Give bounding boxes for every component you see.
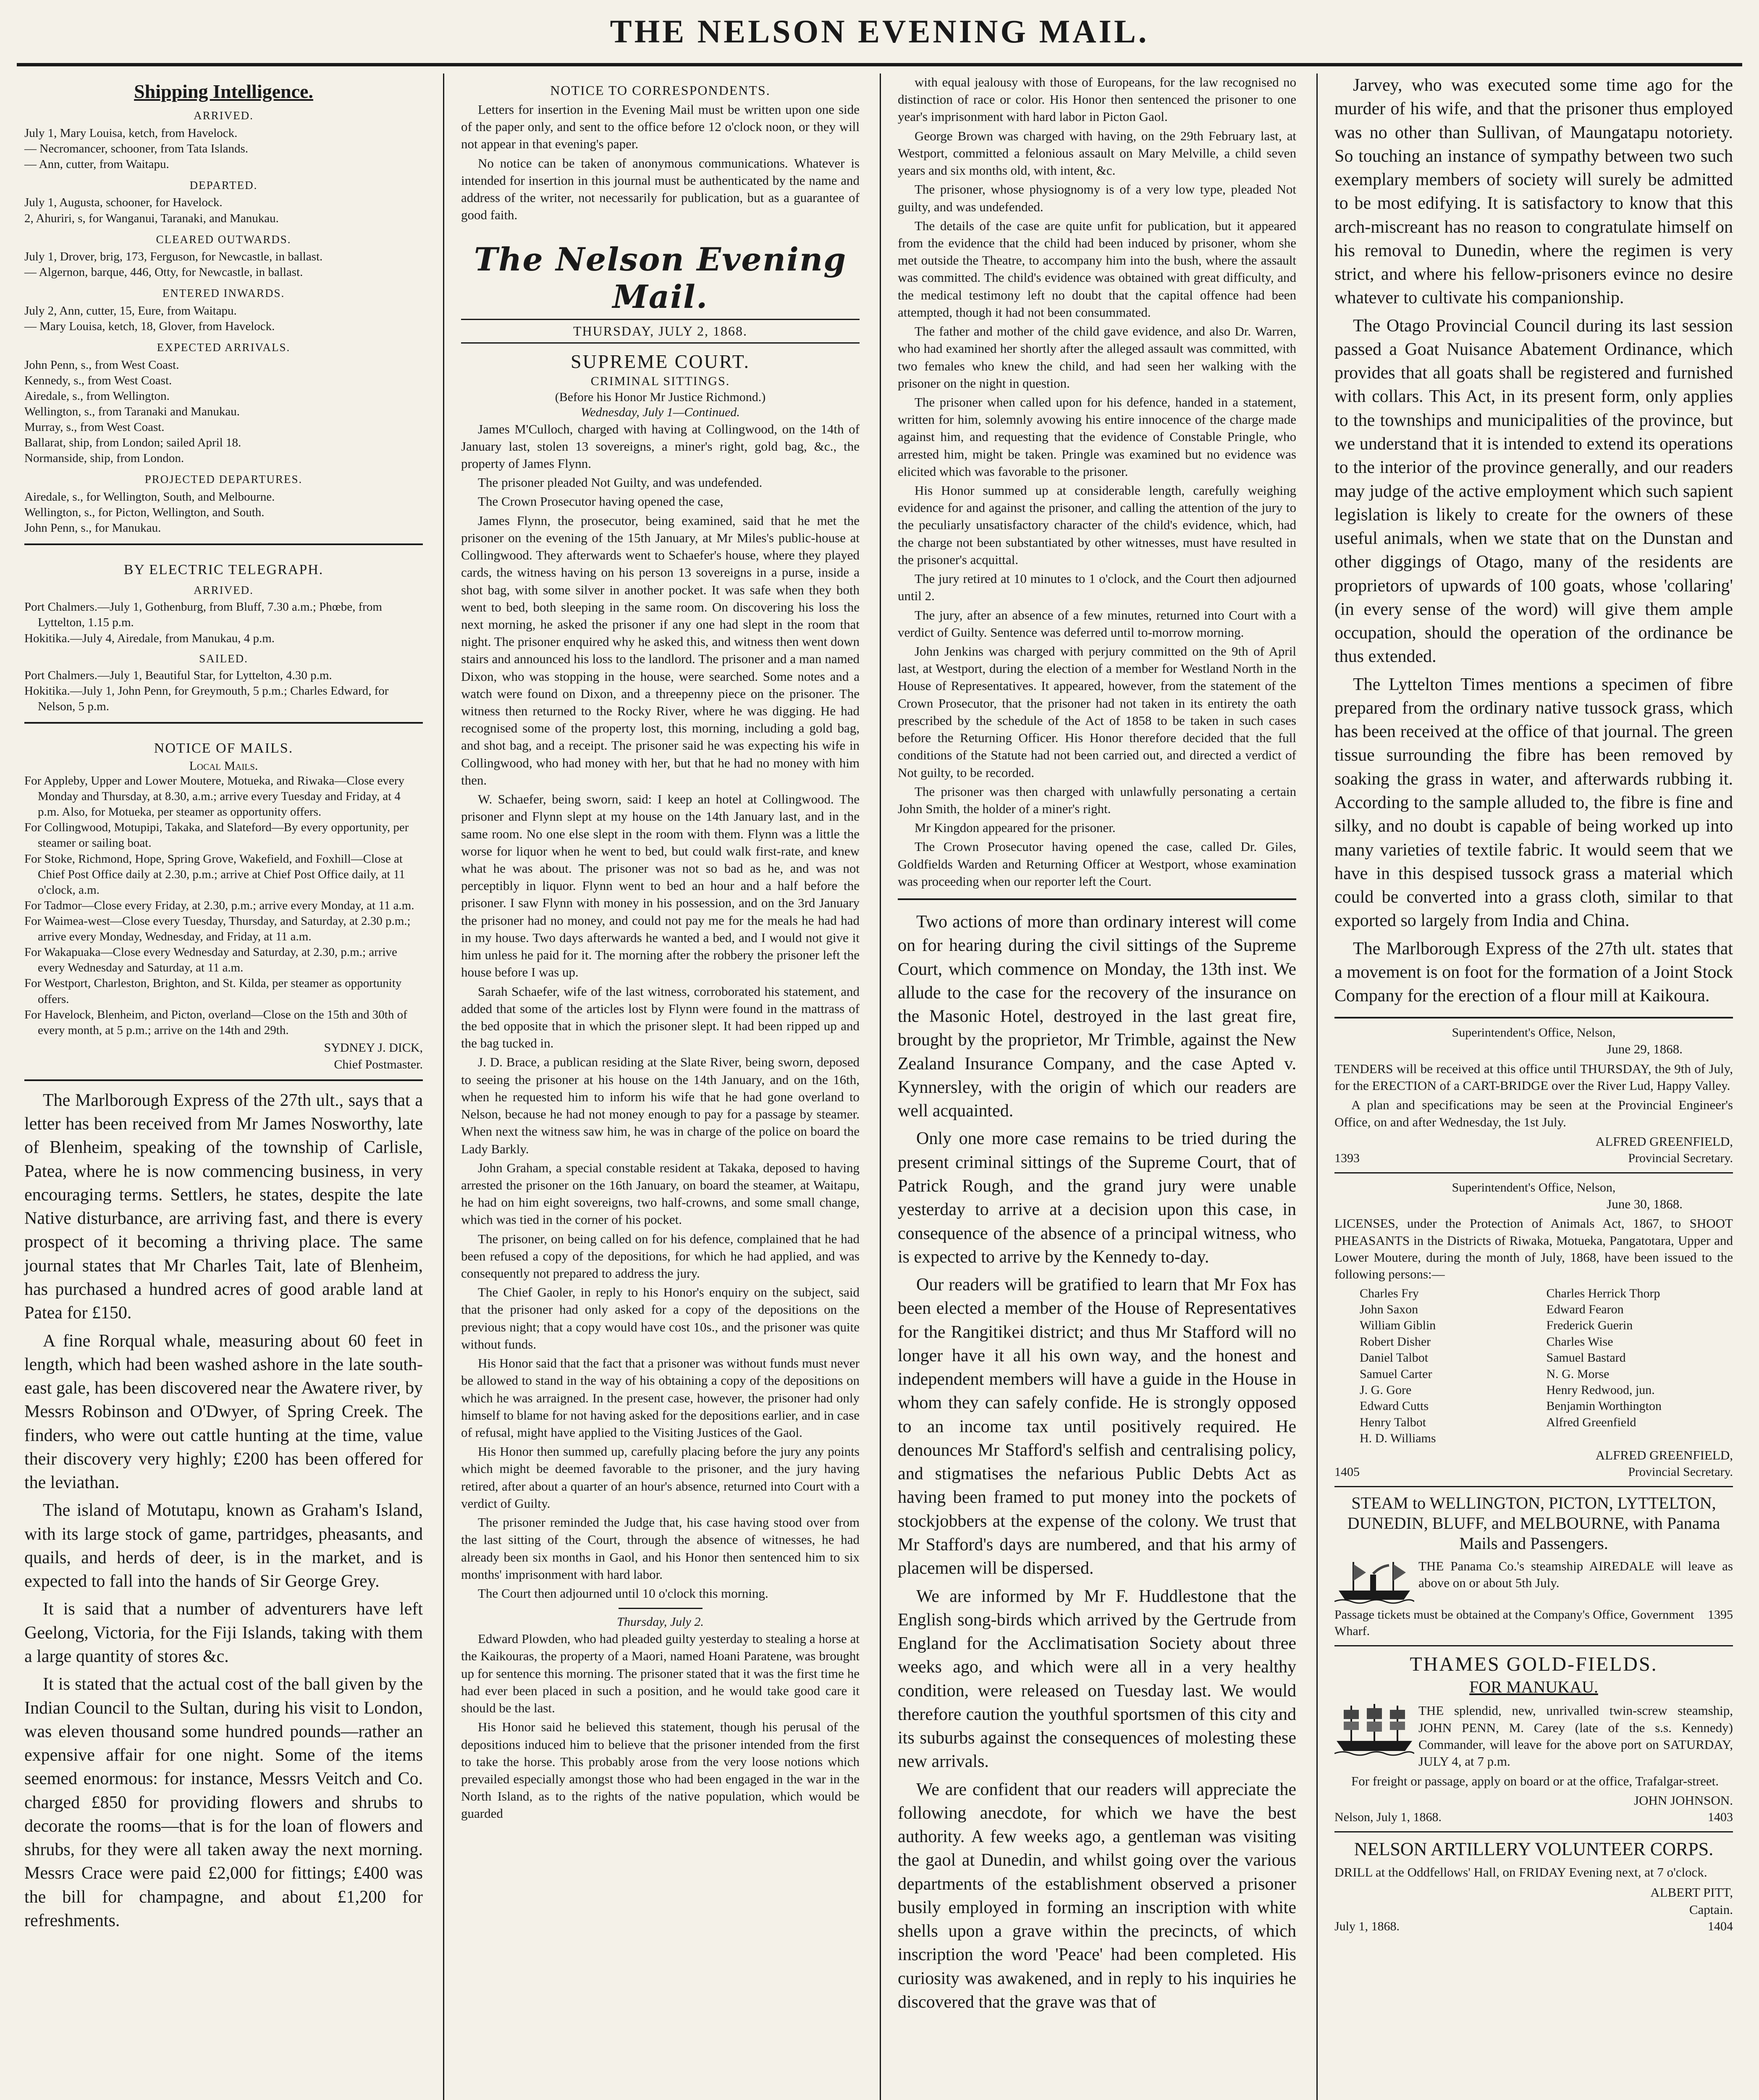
steam-text: THE Panama Co.'s steamship AIREDALE will leave as above on or about 5th July. bbox=[1418, 1558, 1733, 1591]
mails-subtitle: Local Mails. bbox=[189, 759, 258, 773]
licensee-name: Alfred Greenfield bbox=[1546, 1415, 1636, 1429]
shipping-entry: — Algernon, barque, 446, Otty, for Newcastle, in ballast. bbox=[24, 265, 303, 279]
court-report-2 bbox=[461, 1630, 860, 1822]
licenses-signer: ALFRED GREENFIELD, bbox=[1595, 1447, 1733, 1462]
licensee-name: Henry Talbot bbox=[1360, 1415, 1426, 1429]
thames-date: Nelson, July 1, 1868. bbox=[1334, 1810, 1442, 1824]
court-paragraph: The jury, after an absence of a few minutes, returned into Court with a verdict of Guilty. Sentence was deferred until to-morrow morning. bbox=[898, 607, 1296, 640]
court-paragraph: The prisoner reminded the Judge that, his case having stood over from the last sitting of the Court, through the absence of witnesses, he had already been six months in Gaol, and his Honor then sentenced him to six months' imprisonment with hard labor. bbox=[461, 1515, 860, 1582]
steamship-icon bbox=[1334, 1702, 1414, 1757]
licensee-name: Daniel Talbot bbox=[1360, 1351, 1429, 1365]
mails-signature-title: Chief Postmaster. bbox=[334, 1057, 423, 1071]
artillery-signer: ALBERT PITT, bbox=[1650, 1885, 1733, 1900]
court-paragraph: John Jenkins was charged with perjury committed on the 9th of April last, at Westport, during the election of a member for Westland North in the House of Representatives. It appeared, however, from the statement of the Crown Prosecutor, that the prisoner had not taken in its entirety the oath prescribed by the schedule of the Act of 1858 to be taken in such cases before the Returning Officer. His Honor therefore decided that the full conditions of the Statute had not been carried out, and directed a verdict of Not guilty, to be recorded. bbox=[898, 644, 1296, 780]
mail-entry: For Tadmor—Close every Friday, at 2.30, p.m.; arrive every Monday, at 11 a.m. bbox=[24, 898, 414, 912]
telegraph-arrived-list bbox=[24, 599, 423, 646]
shipping-section-heading: DEPARTED. bbox=[189, 178, 258, 192]
column-4 bbox=[1327, 74, 1741, 2100]
court-paragraph: The prisoner pleaded Not Guilty, and was undefended. bbox=[478, 475, 763, 490]
court-paragraph: The Crown Prosecutor having opened the case, called Dr. Giles, Goldfields Warden and Returning Officer at Westport, whose examination was proceeding when our reporter left the Court. bbox=[898, 839, 1296, 889]
news-paragraph: Only one more case remains to be tried during the present criminal sittings of the Supreme Court, that of Patrick Rough, and the grand jury were unable yesterday to arrive at a decision upon this case, in consequence of the absence of a principal witness, who is expected to arrive by the Kennedy to-day. bbox=[898, 1129, 1296, 1267]
licensee-name: Frederick Guerin bbox=[1546, 1318, 1633, 1333]
licenses-date: June 30, 1868. bbox=[1607, 1197, 1683, 1212]
court-report bbox=[461, 420, 860, 1602]
tenders-ref: 1393 bbox=[1334, 1151, 1360, 1166]
news-paragraph: A fine Rorqual whale, measuring about 60 feet in length, which had been washed ashore in the late south-east gale, has been discovered near the Awatere river, by Messrs Robinson and O'Dwyer, of Spring Creek. The finders, who were out cattle hunting at the time, value their discovery very highly; £200 has been offered for the leviathan. bbox=[24, 1331, 423, 1493]
court-paragraph: George Brown was charged with having, on the 29th February last, at Westport, committed a felonious assault on Mary Melville, a child seven years and six months old, with intent, &c. bbox=[898, 128, 1296, 178]
editorial-notes bbox=[898, 910, 1296, 2014]
news-paragraph: We are informed by Mr F. Huddlestone that the English song-birds which arrived by the Gertrude from England for the Acclimatisation Society about three weeks ago, and which were all in a very healthy condition, were released on Tuesday last. We would therefore caution the youthful sportsmen of this city and its suburbs against the consequences of molesting these new arrivals. bbox=[898, 1586, 1296, 1772]
shipping-entry: — Necromancer, schooner, from Tata Islands. bbox=[24, 142, 249, 155]
shipping-entry: — Ann, cutter, from Waitapu. bbox=[24, 157, 169, 171]
mails-list bbox=[24, 773, 423, 1038]
thames-ref: 1403 bbox=[1708, 1810, 1733, 1824]
tenders-signer: ALFRED GREENFIELD, bbox=[1595, 1134, 1733, 1149]
tenders-text-2: A plan and specifications may be seen at the Provincial Engineer's Office, on and after Wednesday, the 1st July. bbox=[1334, 1097, 1733, 1129]
thames-signer: JOHN JOHNSON. bbox=[1634, 1793, 1733, 1808]
mail-entry: For Westport, Charleston, Brighton, and St. Kilda, per steamer as opportunity offers. bbox=[24, 976, 402, 1006]
licenses-text: LICENSES, under the Protection of Animals Act, 1867, to SHOOT PHEASANTS in the Districts of Riwaka, Motueka, Pangatotara, Upper and Lower Moutere, during the month of July, 1868, have been issued to the following persons:— bbox=[1334, 1216, 1733, 1282]
court-date-2: Thursday, July 2. bbox=[617, 1615, 704, 1629]
court-paragraph: The prisoner was then charged with unlawfully personating a certain John Smith, the holder of a miner's right. bbox=[898, 784, 1296, 816]
column-rule bbox=[880, 74, 881, 2100]
telegraph-title: BY ELECTRIC TELEGRAPH. bbox=[123, 562, 324, 578]
licensee-name: Robert Disher bbox=[1360, 1334, 1431, 1349]
column-2 bbox=[454, 74, 867, 2100]
news-paragraph: The Otago Provincial Council during its last session passed a Goat Nuisance Abatement Ordinance, which provides that all goats shall be registered and furnished with collars. This Act, in its present form, only applies to the townships and municipalities of the province, but we understand that it is intended to extend its operations to the interior of the province generally, and our readers may judge of the active employment which such sapient legislation is likely to create for the owners of these useful animals, when we state that on the Dunstan and other diggings of Otago, many of the residents are proprietors of upwards of 100 goats, whose 'collaring' (in every sense of the word) will give them ample occupation, should the operation of the ordinance be thus extended. bbox=[1334, 316, 1733, 667]
shipping-entry: Ballarat, ship, from London; sailed April 18. bbox=[24, 436, 241, 450]
court-paragraph: James Flynn, the prosecutor, being examined, said that he met the prisoner on the evening of the 15th January, at Mr Miles's public-house at Collingwood. They afterwards went to Schaefer's house, where they played cards, the witness having on his person 13 sovereigns in a purse, inside a shot bag, with some silver in another pocket. It was safe when they both went to bed, both sleeping in the same room. On discovering his loss the next morning, he asked the prisoner if any one had slept in the room that night. The prisoner enquired why he asked this, and witness then went down stairs and announced his loss to the landlord. The prisoner and a man named Dixon, who was stopping in the house, were searched. Some notes and a watch were found on Dixon, and a threepenny piece on the prisoner. The witness then returned to the Rocky River, where he was digging. He had recognised some of the property lost, this morning, including a gold bag, and shot bag, and a receipt. The prisoner said he was expecting his wife in Collingwood, who had money with her, but that he had no money with him then. bbox=[461, 513, 860, 788]
shipping-entry: July 1, Drover, brig, 173, Ferguson, for Newcastle, in ballast. bbox=[24, 250, 323, 264]
shipping-intelligence bbox=[24, 74, 423, 545]
column-rule bbox=[443, 74, 444, 2100]
steam-ref: 1395 bbox=[1708, 1607, 1733, 1622]
shipping-entry: John Penn, s., from West Coast. bbox=[24, 358, 179, 372]
correspondents-text bbox=[461, 101, 860, 224]
steam-advert bbox=[1334, 1487, 1733, 1646]
section-rule bbox=[619, 1608, 703, 1609]
court-paragraph: The prisoner, on being called on for his defence, complained that he had been refused a copy of the depositions, for which he had applied, and was consequently not prepared to address the jury. bbox=[461, 1231, 860, 1281]
news-paragraph: The Marlborough Express of the 27th ult., says that a letter has been received from Mr James Nosworthy, late of Blenheim, speaking of the township of Carlisle, Patea, where he is now commencing business, in very encouraging terms. Settlers, he states, despite the late Native disturbance, are arriving fast, and there is every prospect of it becoming a thriving place. The same journal states that Mr Charles Tait, late of Blenheim, has purchased a hundred acres of good arable land at Patea for £150. bbox=[24, 1090, 423, 1323]
shipping-entry: Airedale, s., from Wellington. bbox=[24, 389, 170, 403]
telegraph-entry: Hokitika.—July 1, John Penn, for Greymouth, 5 p.m.; Charles Edward, for Nelson, 5 p.m. bbox=[24, 684, 389, 713]
notice-to-correspondents bbox=[461, 74, 860, 233]
licensee-name: Henry Redwood, jun. bbox=[1546, 1383, 1655, 1397]
column-3 bbox=[890, 74, 1304, 2100]
shipping-entry: Normanside, ship, from London. bbox=[24, 452, 184, 465]
shipping-entry: Murray, s., from West Coast. bbox=[24, 420, 165, 434]
court-paragraph: His Honor said that the fact that a prisoner was without funds must never be allowed to stand in the way of his obtaining a copy of the depositions on which he was arraigned. In the present case, however, the prisoner had only himself to blame for not having asked for the depositions earlier, and in case of refusal, might have applied to the Visiting Justices of the Gaol. bbox=[461, 1356, 860, 1440]
mails-signature: SYDNEY J. DICK, bbox=[324, 1040, 423, 1055]
issue-dateline: THURSDAY, JULY 2, 1868. bbox=[461, 319, 860, 344]
court-paragraph: The details of the case are quite unfit for publication, but it appeared from the evidence that the child had been induced by prisoner, whom she met outside the Theatre, to accompany him into the bush, where the assault was committed. The child's evidence was obtained with great difficulty, and the medical testimony left no doubt that the capital offence had been attempted, though it had not been consummated. bbox=[898, 218, 1296, 320]
news-paragraph: Two actions of more than ordinary interest will come on for hearing during the civil sittings of the Supreme Court, which commence on Monday, the 13th inst. We allude to the case for the recovery of the insurance on the Masonic Hotel, destroyed in the last great fire, brought by the proprietor, Mr Trimble, against the New Zealand Insurance Company, and the case Apted v. Kynnersley, with the origin of which our readers are well acquainted. bbox=[898, 912, 1296, 1121]
artillery-text: DRILL at the Oddfellows' Hall, on FRIDAY Evening next, at 7 o'clock. bbox=[1334, 1865, 1707, 1880]
licensee-name: Charles Wise bbox=[1546, 1334, 1613, 1349]
thames-body bbox=[1334, 1702, 1733, 1770]
telegraph-sailed-list bbox=[24, 668, 423, 714]
court-report-continued bbox=[898, 74, 1296, 900]
telegraph-entry: Port Chalmers.—July 1, Beautiful Star, for Lyttelton, 4.30 p.m. bbox=[24, 668, 332, 682]
thames-text-2: For freight or passage, apply on board or at the office, Trafalgar-street. bbox=[1351, 1773, 1719, 1788]
licensee-names-left bbox=[1360, 1286, 1547, 1447]
licensee-name: Edward Fearon bbox=[1546, 1302, 1624, 1317]
court-paragraph: His Honor summed up at considerable length, carefully weighing evidence for and against the prisoner, and calling the attention of the jury to the peculiarly unsatisfactory character of the child's evidence, which, had the charge not been substantiated by other witnesses, must have resulted in the prisoner's acquittal. bbox=[898, 483, 1296, 567]
tenders-signer-title: Provincial Secretary. bbox=[1628, 1151, 1733, 1166]
masthead-rule bbox=[17, 63, 1742, 66]
licensee-name: Edward Cutts bbox=[1360, 1399, 1429, 1413]
telegraph-arrived-heading: ARRIVED. bbox=[194, 584, 254, 597]
thames-advert bbox=[1334, 1646, 1733, 1832]
shipping-section-heading: EXPECTED ARRIVALS. bbox=[157, 341, 291, 354]
tenders-advert bbox=[1334, 1018, 1733, 1173]
licensee-name: Benjamin Worthington bbox=[1546, 1399, 1662, 1413]
news-paragraph: Our readers will be gratified to learn that Mr Fox has been elected a member of the House of Representatives for the Rangitikei district; and thus Mr Stafford will no longer have it all his own way, and the honest and independent members will have a guide in the House in whom they can safely confide. He is strongly opposed to an income tax until positively required. He denounces Mr Stafford's selfish and centralising policy, and stigmatises the nefarious Public Debts Act as having been framed to put money into the pockets of stockjobbers at the expense of the colony. We trust that Mr Stafford's days are numbered, and that his army of placemen will be dispersed. bbox=[898, 1275, 1296, 1578]
news-paragraph: The Lyttelton Times mentions a specimen of fibre prepared from the ordinary native tussock grass, which has been received at the office of that journal. The green tissue surrounding the fibre has been removed by soaking the grass in water, and afterwards rubbing it. According to the sample alluded to, the fibre is fine and silky, and no doubt is capable of being worked up into many varieties of textile fabric. It would seem that we have in this despised tussock grass a material which could be converted into a grass cloth, similar to that exported so largely from India and China. bbox=[1334, 675, 1733, 931]
shipping-sections bbox=[24, 108, 423, 536]
newspaper-masthead: THE NELSON EVENING MAIL. bbox=[610, 13, 1149, 50]
licenses-office: Superintendent's Office, Nelson, bbox=[1452, 1181, 1616, 1195]
licensee-name: Samuel Carter bbox=[1360, 1367, 1432, 1381]
shipping-section-heading: PROJECTED DEPARTURES. bbox=[144, 473, 303, 486]
court-paragraph: The father and mother of the child gave evidence, and also Dr. Warren, who had examined her shortly after the alleged assault was committed, with two females who knew the child, and had seen her walking with the prisoner on the night in question. bbox=[898, 324, 1296, 391]
shipping-entry: Airedale, s., for Wellington, South, and Melbourne. bbox=[24, 490, 275, 504]
court-paragraph: The prisoner when called upon for his defence, handed in a statement, written for him, solemnly avowing his entire innocence of the charge made against him, and requesting that the evidence of Constable Pringle, who arrested him, might be taken. Pringle was examined but no evidence was elicited which was favorable to the prisoner. bbox=[898, 394, 1296, 479]
licensee-name: Charles Herrick Thorp bbox=[1546, 1286, 1660, 1300]
column-rule bbox=[1316, 74, 1318, 2100]
steam-text-2: Passage tickets must be obtained at the Company's Office, Government Wharf. bbox=[1334, 1607, 1694, 1638]
artillery-date: July 1, 1868. bbox=[1334, 1919, 1400, 1933]
shipping-entry: John Penn, s., for Manukau. bbox=[24, 521, 161, 535]
court-paragraph: Sarah Schaefer, wife of the last witness, corroborated his statement, and added that some of the articles lost by Flynn were found in the mattrass of the bed opposite that in which the prisoner slept. It had been ripped up and the bag tucked in. bbox=[461, 984, 860, 1051]
telegraph-sailed-heading: SAILED. bbox=[199, 652, 248, 665]
news-paragraph: It is stated that the actual cost of the ball given by the Indian Council to the Sultan, during his visit to London, was eleven thousand some hundred pounds—rather an expensive affair for one night. Some of the items seemed enormous: for instance, Messrs Veitch and Co. charged £850 for providing flowers and shrubs to decorate the rooms—that is for the loan of flowers and shrubs, for they were all taken away the next morning. Messrs Crace were paid £2,000 for fittings; £400 was the bill for champagne, and about £1,200 for refreshments. bbox=[24, 1675, 423, 1930]
shipping-entry: Kennedy, s., from West Coast. bbox=[24, 373, 172, 387]
correspondents-paragraph: No notice can be taken of anonymous communications. Whatever is intended for insertion in this journal must be authenticated by the name and address of the writer, not necessarily for publication, but as a guarantee of good faith. bbox=[461, 155, 860, 223]
court-paragraph: Edward Plowden, who had pleaded guilty yesterday to stealing a horse at the Kaikouras, the property of a Maori, named Hoani Paratene, was brought up for sentence this morning. The prisoner stated that it was the first time he had ever been placed in such a position, and he would take good care it should be the last. bbox=[461, 1631, 860, 1716]
court-paragraph: The Chief Gaoler, in reply to his Honor's enquiry on the subject, said that the prisoner had only asked for a copy of the depositions on the previous night; that a copy would have cost 10s., and the prisoner was quite without funds. bbox=[461, 1285, 860, 1352]
shipping-entry: — Mary Louisa, ketch, 18, Glover, from Havelock. bbox=[24, 320, 275, 333]
court-paragraph: James M'Culloch, charged with having at Collingwood, on the 14th of January last, stolen 13 sovereigns, a miner's right, gold bag, &c., the property of James Flynn. bbox=[461, 421, 860, 471]
steamship-icon bbox=[1334, 1558, 1414, 1604]
artillery-advert bbox=[1334, 1832, 1733, 1940]
notice-of-mails bbox=[24, 731, 423, 1081]
court-paragraph: His Honor said he believed this statement, though his perusal of the depositions induced him to believe that the prisoner intended from the first to take the horse. This probably arose from the very loose notions which prevailed especially amongst those who had been engaged in the war in the North Island, as to the rights of the native population, which would be guarded bbox=[461, 1719, 860, 1821]
column-1-articles bbox=[24, 1089, 423, 1932]
licensee-names bbox=[1334, 1286, 1733, 1447]
court-paragraph: The prisoner, whose physiognomy is of a very low type, pleaded Not guilty, and was undefended. bbox=[898, 182, 1296, 214]
correspondents-paragraph: Letters for insertion in the Evening Mail must be written upon one side of the paper only, and sent to the office before 12 o'clock noon, or they will not appear in that evening's paper. bbox=[461, 102, 860, 152]
shipping-title: Shipping Intelligence. bbox=[134, 81, 313, 102]
news-paragraph: The Marlborough Express of the 27th ult. states that a movement is on foot for the formation of a Joint Stock Company for the erection of a flour mill at Kaikoura. bbox=[1334, 939, 1733, 1006]
mail-entry: For Collingwood, Motupipi, Takaka, and Slateford—By every opportunity, per steamer or sailing boat. bbox=[24, 821, 409, 850]
mail-entry: For Appleby, Upper and Lower Moutere, Motueka, and Riwaka—Close every Monday and Thursday, at 8.30, a.m.; arrive every Tuesday and Friday, at 4 p.m. Also, for Motueka, per steamer as opportunity offers. bbox=[24, 774, 404, 819]
news-paragraph: Jarvey, who was executed some time ago for the murder of his wife, and that the prisoner thus employed was no other than Sullivan, of Maungatapu notoriety. So touching an instance of sympathy between two such exemplary members of society will surely be admitted to be most edifying. It is satisfactory to know that this arch-miscreant has no reason to congratulate himself on his removal to Dunedin, where the regimen is very strict, and where his fellow-prisoners evince no desire whatever to cultivate his companionship. bbox=[1334, 76, 1733, 308]
tenders-date: June 29, 1868. bbox=[1607, 1042, 1683, 1057]
court-paragraph: The Court then adjourned until 10 o'clock this morning. bbox=[478, 1586, 768, 1601]
licensee-name: H. D. Williams bbox=[1360, 1431, 1436, 1446]
court-paragraph: The jury retired at 10 minutes to 1 o'clock, and the Court then adjourned until 2. bbox=[898, 571, 1296, 604]
licensee-name: N. G. Morse bbox=[1546, 1367, 1610, 1381]
court-title: SUPREME COURT. bbox=[571, 350, 750, 372]
court-paragraph: His Honor then summed up, carefully placing before the jury any points which might be deemed favorable to the prisoner, and the jury having retired, after about a quarter of an hour's absence, returned into Court with a verdict of Guilty. bbox=[461, 1444, 860, 1511]
licenses-advert bbox=[1334, 1173, 1733, 1487]
shipping-entry: July 2, Ann, cutter, 15, Eure, from Waitapu. bbox=[24, 304, 237, 318]
licensee-name: William Giblin bbox=[1360, 1318, 1436, 1333]
mail-entry: For Havelock, Blenheim, and Picton, overland—Close on the 15th and 30th of every month, at 5 p.m.; arrive on the 14th and 29th. bbox=[24, 1008, 407, 1037]
news-paragraph: The island of Motutapu, known as Graham's Island, with its large stock of game, partridges, pheasants, and quails, and herds of deer, is in the market, and is expected to fall into the hands of Sir George Grey. bbox=[24, 1501, 423, 1591]
court-paragraph: Mr Kingdon appeared for the prisoner. bbox=[915, 820, 1116, 835]
court-paragraph: J. D. Brace, a publican residing at the Slate River, being sworn, deposed to seeing the prisoner at his house on the 14th January, and on the 16th, when he requested him to inform his wife that he had gone overland to Nelson, because he had not money enough to pay for a passage by steamer. When next the witness saw him, he was in charge of the police on board the Lady Barkly. bbox=[461, 1055, 860, 1156]
news-paragraph: We are confident that our readers will appreciate the following anecdote, for which we have the best authority. A few weeks ago, a gentleman was visiting the gaol at Dunedin, and whilst going over the various departments of the establishment observed a prisoner busily employed in forming an inscription with white shells upon a grave within the precincts, of which inscription the word 'Peace' had been completed. His curiosity was awakened, and in reply to his inquiries he discovered that the grave was that of bbox=[898, 1780, 1296, 2012]
thames-text: THE splendid, new, unrivalled twin-screw steamship, JOHN PENN, M. Carey (late of the s.s. Kennedy) Commander, will leave for the above port on SATURDAY, JULY 4, at 7 p.m. bbox=[1418, 1703, 1733, 1769]
licensee-name: Samuel Bastard bbox=[1546, 1351, 1626, 1365]
shipping-entry: July 1, Mary Louisa, ketch, from Havelock. bbox=[24, 126, 238, 140]
shipping-entry: 2, Ahuriri, s, for Wanganui, Taranaki, and Manukau. bbox=[24, 211, 279, 225]
licensee-name: J. G. Gore bbox=[1360, 1383, 1412, 1397]
artillery-signer-title: Captain. bbox=[1689, 1902, 1733, 1917]
mail-entry: For Waimea-west—Close every Tuesday, Thursday, and Saturday, at 2.30 p.m.; arrive every Monday, Wednesday, and Friday, at 11 a.m. bbox=[24, 914, 411, 944]
correspondents-title: NOTICE TO CORRESPONDENTS. bbox=[550, 83, 771, 98]
licenses-ref: 1405 bbox=[1334, 1465, 1360, 1479]
news-paragraph: It is said that a number of adventurers have left Geelong, Victoria, for the Fiji Islands, taking with them a large quantity of stores &c. bbox=[24, 1599, 423, 1666]
mail-entry: For Stoke, Richmond, Hope, Spring Grove, Wakefield, and Foxhill—Close at Chief Post Office daily at 2.30, p.m.; arrive at Chief Post Office daily, at 11 o'clock, a.m. bbox=[24, 852, 405, 897]
steam-heading: STEAM to WELLINGTON, PICTON, LYTTELTON, DUNEDIN, BLUFF, and MELBOURNE, with Panama Mails and Passengers. bbox=[1347, 1493, 1720, 1553]
column-1 bbox=[17, 74, 430, 2100]
artillery-ref: 1404 bbox=[1708, 1919, 1733, 1933]
electric-telegraph bbox=[24, 553, 423, 724]
shipping-entry: Wellington, s., for Picton, Wellington, and South. bbox=[24, 506, 265, 520]
tenders-text: TENDERS will be received at this office until THURSDAY, the 9th of July, for the ERECTION of a CART-BRIDGE over the River Lud, Happy Valley. bbox=[1334, 1061, 1733, 1093]
court-judge: (Before his Honor Mr Justice Richmond.) bbox=[555, 390, 766, 404]
shipping-section-heading: ARRIVED. bbox=[194, 109, 254, 122]
shipping-entry: Wellington, s., from Taranaki and Manukau. bbox=[24, 405, 240, 419]
shipping-section-heading: CLEARED OUTWARDS. bbox=[156, 233, 291, 246]
court-date: Wednesday, July 1—Continued. bbox=[581, 405, 740, 419]
licensee-name: Charles Fry bbox=[1360, 1286, 1419, 1300]
newspaper-nameplate: The Nelson Evening Mail. bbox=[474, 240, 847, 315]
court-paragraph: John Graham, a special constable resident at Takaka, deposed to having arrested the prisoner on the 16th January, on board the steamer, at Waitapu, he had on him eight sovereigns, two half-crowns, and some small change, which was tied in the corner of his pocket. bbox=[461, 1160, 860, 1227]
court-subtitle: CRIMINAL SITTINGS. bbox=[590, 374, 730, 388]
steam-body bbox=[1334, 1558, 1733, 1604]
shipping-section-heading: ENTERED INWARDS. bbox=[162, 287, 285, 300]
artillery-heading: NELSON ARTILLERY VOLUNTEER CORPS. bbox=[1354, 1839, 1714, 1860]
court-paragraph: with equal jealousy with those of Europeans, for the law recognised no distinction of race or color. His Honor then sentenced the prisoner to one year's imprisonment with hard labor in Picton Gaol. bbox=[898, 75, 1296, 124]
thames-subheading: FOR MANUKAU. bbox=[1469, 1677, 1598, 1697]
shipping-entry: July 1, Augusta, schooner, for Havelock. bbox=[24, 196, 223, 210]
licensee-names-right bbox=[1547, 1286, 1733, 1447]
newspaper-page bbox=[17, 74, 1743, 2100]
licensee-name: John Saxon bbox=[1360, 1302, 1418, 1317]
tenders-office: Superintendent's Office, Nelson, bbox=[1452, 1026, 1616, 1040]
licenses-signer-title: Provincial Secretary. bbox=[1628, 1465, 1733, 1479]
telegraph-entry: Hokitika.—July 4, Airedale, from Manukau, 4 p.m. bbox=[24, 631, 275, 645]
court-paragraph: The Crown Prosecutor having opened the case, bbox=[478, 494, 724, 509]
telegraph-entry: Port Chalmers.—July 1, Gothenburg, from Bluff, 7.30 a.m.; Phœbe, from Lyttelton, 1.15 p.m. bbox=[24, 600, 382, 630]
thames-heading: THAMES GOLD-FIELDS. bbox=[1410, 1653, 1658, 1675]
court-paragraph: W. Schaefer, being sworn, said: I keep an hotel at Collingwood. The prisoner and Flynn slept at my house on the 14th January last, and in the same room. No one else slept in the room with them. Flynn was a little the worse for liquor when he went to bed, but could walk first-rate, and knew what he was about. The prisoner was not so bad as he, and was not perceptibly in liquor. Flynn went to bed an hour and a half before the prisoner. I saw Flynn with money in his possession, and on the 3rd January the prisoner had no money, and could not pay me for the meals he had had in my house. Two days afterwards he wanted a bed, and I would not give it him unless he paid for it. The morning after the robbery the prisoner left the house before I was up. bbox=[461, 792, 860, 980]
editorial-notes-continued bbox=[1334, 74, 1733, 1018]
mails-title: NOTICE OF MAILS. bbox=[154, 740, 294, 756]
mail-entry: For Wakapuaka—Close every Wednesday and Saturday, at 2.30, p.m.; arrive every Wednesday and Saturday, at 11 a.m. bbox=[24, 945, 397, 975]
